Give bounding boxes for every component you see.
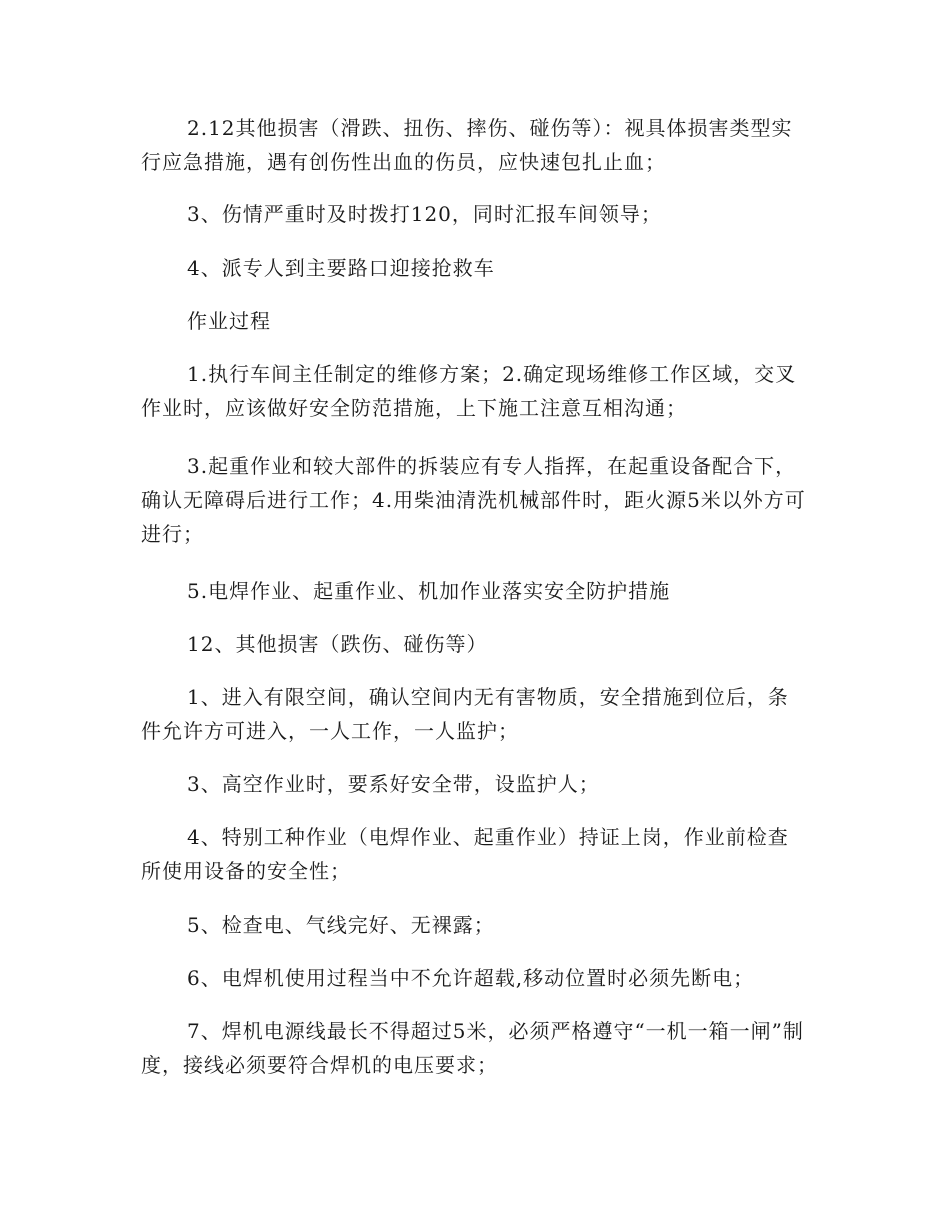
paragraph: 12、其他损害（跌伤、碰伤等） — [187, 632, 488, 656]
paragraph: 5.电焊作业、起重作业、机加作业落实安全防护措施 — [187, 579, 671, 603]
paragraph: 5、检查电、气线完好、无裸露； — [187, 913, 495, 937]
paragraph: 1.执行车间主任制定的维修方案；2.确定现场维修工作区域，交叉作业时，应该做好安全防范措施，上下施工注意互相沟通； — [141, 362, 797, 420]
paragraph: 4、派专人到主要路口迎接抢救车 — [187, 256, 495, 280]
paragraph: 3、高空作业时，要系好安全带，设监护人； — [187, 772, 600, 796]
paragraph: 3.起重作业和较大部件的拆装应有专人指挥，在起重设备配合下，确认无障碍后进行工作；4.用柴油清洗机械部件时，距火源5米以外方可进行； — [141, 454, 806, 546]
paragraph: 2.12其他损害（滑跌、扭伤、摔伤、碰伤等）：视具体损害类型实行应急措施，遇有创伤性出血的伤员，应快速包扎止血； — [141, 116, 793, 174]
paragraph: 6、电焊机使用过程当中不允许超载,移动位置时必须先断电； — [187, 966, 755, 990]
section-heading: 作业过程 — [187, 309, 271, 333]
paragraph: 3、伤情严重时及时拨打120，同时汇报车间领导； — [187, 202, 662, 226]
paragraph: 7、焊机电源线最长不得超过5米，必须严格遵守“一机一箱一闸”制度，接线必须要符合焊机的电压要求； — [141, 1019, 804, 1077]
paragraph: 4、特别工种作业（电焊作业、起重作业）持证上岗，作业前检查所使用设备的安全性； — [141, 825, 789, 883]
paragraph: 1、进入有限空间，确认空间内无有害物质，安全措施到位后，条件允许方可进入，一人工作，一人监护； — [141, 685, 789, 743]
